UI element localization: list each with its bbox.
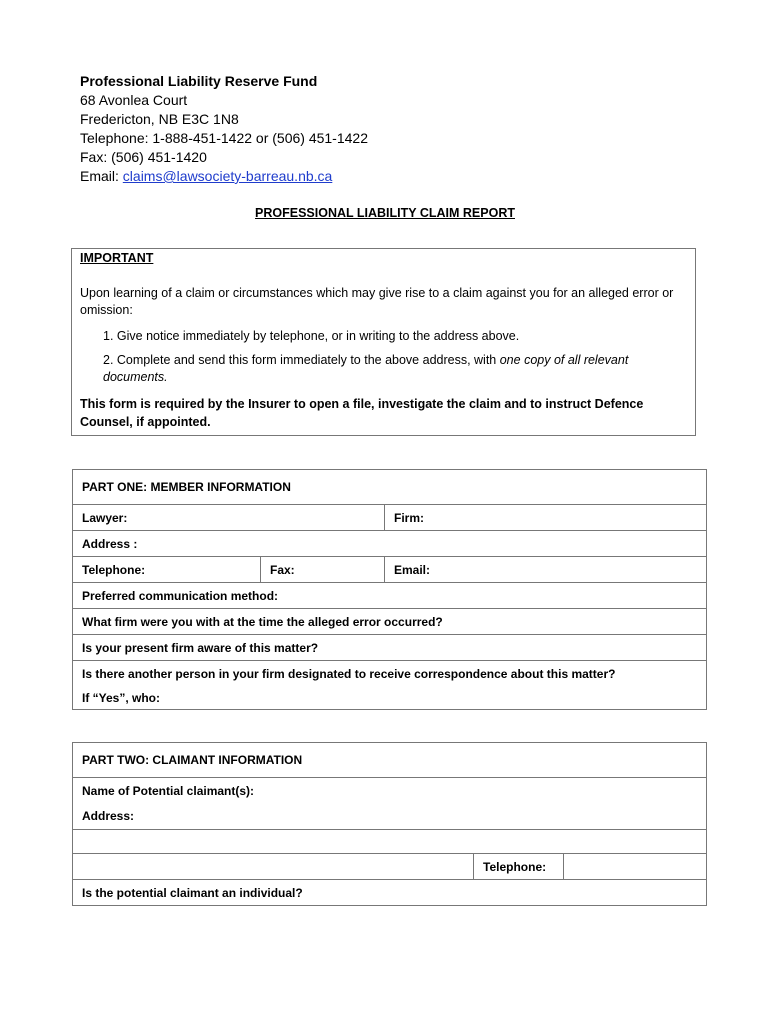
important-box	[71, 248, 696, 436]
claimant-telephone-field[interactable]	[564, 854, 707, 880]
preferred-communication-field[interactable]: Preferred communication method:	[73, 583, 707, 609]
address-block	[80, 72, 368, 186]
email-field[interactable]: Email:	[385, 557, 707, 583]
telephone-line: Telephone: 1-888-451-1422 or (506) 451-1422	[80, 130, 368, 146]
street-address: 68 Avonlea Court	[80, 92, 188, 108]
if-yes-who-field[interactable]: If “Yes”, who:	[73, 687, 707, 710]
instruction-item-1: 1. Give notice immediately by telephone, or in writing to the address above.	[103, 329, 520, 343]
email-link[interactable]: claims@lawsociety-barreau.nb.ca	[122, 168, 333, 184]
claimant-telephone-label: Telephone:	[474, 854, 564, 880]
claimant-address-line-2[interactable]	[73, 830, 707, 854]
org-name: Professional Liability Reserve Fund	[80, 73, 318, 89]
form-title: PROFESSIONAL LIABILITY CLAIM REPORT	[255, 206, 515, 220]
telephone-field[interactable]: Telephone:	[73, 557, 261, 583]
part-two-heading: PART TWO: CLAIMANT INFORMATION	[73, 743, 707, 778]
claimant-address-line-3[interactable]	[73, 854, 474, 880]
email-label: Email:	[80, 168, 123, 184]
claimant-individual-field[interactable]: Is the potential claimant an individual?	[73, 880, 707, 906]
claimant-address-field[interactable]: Address:	[73, 804, 707, 830]
designated-person-field[interactable]: Is there another person in your firm designated to receive correspondence about this matter?	[73, 661, 707, 687]
part-one-heading: PART ONE: MEMBER INFORMATION	[73, 470, 707, 505]
claimant-name-field[interactable]: Name of Potential claimant(s):	[73, 778, 707, 804]
important-heading: IMPORTANT	[80, 251, 154, 265]
address-field[interactable]: Address :	[73, 531, 707, 557]
instruction-item-2-text: 2. Complete and send this form immediately to the above address, with	[103, 353, 500, 367]
part-one-table	[72, 469, 707, 710]
city-address: Fredericton, NB E3C 1N8	[80, 111, 239, 127]
email-line	[80, 167, 368, 186]
lawyer-field[interactable]: Lawyer:	[73, 505, 385, 531]
firm-aware-field[interactable]: Is your present firm aware of this matter?	[73, 635, 707, 661]
instruction-item-2	[103, 352, 685, 386]
fax-line: Fax: (506) 451-1420	[80, 149, 207, 165]
important-intro: Upon learning of a claim or circumstances which may give rise to a claim against you for an alleged error or omission:	[80, 286, 674, 317]
requirement-note: This form is required by the Insurer to open a file, investigate the claim and to instruct Defence Counsel, if appointed.	[80, 397, 644, 429]
fax-field[interactable]: Fax:	[261, 557, 385, 583]
part-two-table	[72, 742, 707, 906]
firm-field[interactable]: Firm:	[385, 505, 707, 531]
firm-at-time-field[interactable]: What firm were you with at the time the alleged error occurred?	[73, 609, 707, 635]
instruction-item-2-emphasis: one copy of all relevant documents.	[103, 353, 629, 384]
